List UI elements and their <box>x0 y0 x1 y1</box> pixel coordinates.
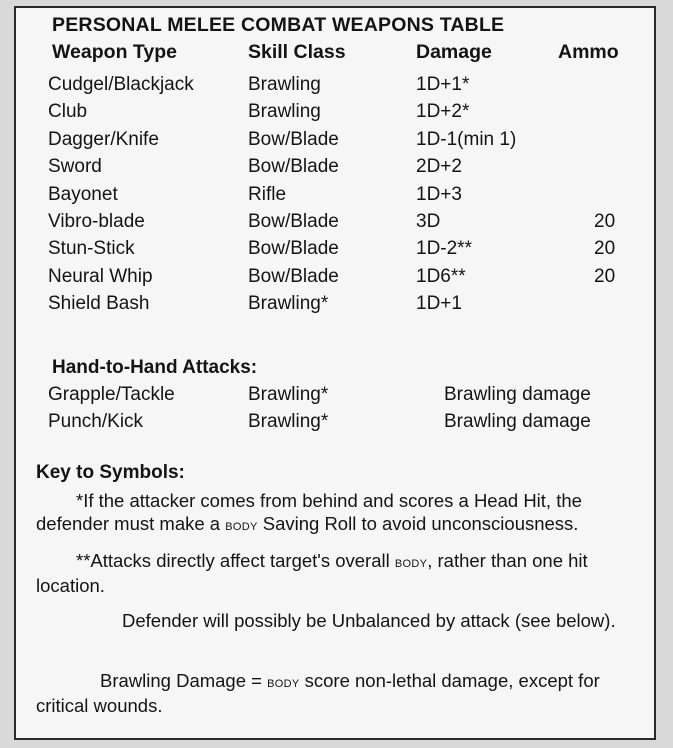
skill-class-cell: Brawling* <box>248 293 329 315</box>
weapon-type-cell: Club <box>48 101 88 123</box>
skill-class-cell: Brawling <box>248 74 321 95</box>
skill-class-cell: Bow/Blade <box>248 211 339 232</box>
weapon-type-cell: Cudgel/Blackjack <box>48 74 194 95</box>
col-header-weapon-type: Weapon Type <box>52 41 177 63</box>
skill-class-cell: Bow/Blade <box>248 128 339 150</box>
key-heading: Key to Symbols: <box>36 462 185 483</box>
damage-cell: 2D+2 <box>416 156 462 178</box>
weapon-type-cell: Bayonet <box>48 183 118 205</box>
damage-cell: 1D+3 <box>416 183 462 205</box>
damage-cell: 1D+2* <box>416 101 470 123</box>
weapon-type-cell: Neural Whip <box>48 265 153 287</box>
key-note-1: *If the attacker comes from behind and scores a Head Hit, the defender must make a body Saving Roll to avoid unconsciousness. <box>36 490 582 534</box>
weapon-type-cell: Stun-Stick <box>48 238 135 260</box>
damage-cell: 3D <box>416 211 441 232</box>
hand-attack-damage-cell: Brawling damage <box>444 411 591 432</box>
skill-class-cell: Brawling <box>248 101 321 123</box>
damage-cell: 1D+1 <box>416 293 462 315</box>
hand-attack-skill-cell: Brawling* <box>248 411 329 432</box>
skill-class-cell: Bow/Blade <box>248 265 339 287</box>
col-header-ammo: Ammo <box>558 41 619 63</box>
skill-class-cell: Bow/Blade <box>248 156 339 178</box>
key-note-4: Brawling Damage = body score non-lethal damage, except for critical wounds. <box>36 670 600 716</box>
hand-to-hand-heading: Hand-to-Hand Attacks: <box>52 357 258 378</box>
table-title: PERSONAL MELEE COMBAT WEAPONS TABLE <box>52 14 505 36</box>
hand-attack-type-cell: Punch/Kick <box>48 411 144 432</box>
skill-class-cell: Rifle <box>248 183 287 205</box>
weapon-type-cell: Shield Bash <box>48 293 150 315</box>
col-header-skill-class: Skill Class <box>248 41 346 63</box>
damage-cell: 1D-1(min 1) <box>416 128 517 150</box>
weapon-type-cell: Sword <box>48 156 102 178</box>
key-note-3: Defender will possibly be Unbalanced by attack (see below). <box>122 610 616 631</box>
weapons-table-box <box>14 6 656 740</box>
hand-attack-type-cell: Grapple/Tackle <box>48 384 175 405</box>
skill-class-cell: Bow/Blade <box>248 238 339 260</box>
hand-attack-skill-cell: Brawling* <box>248 384 329 405</box>
hand-attack-damage-cell: Brawling damage <box>444 384 591 405</box>
damage-cell: 1D+1* <box>416 74 470 95</box>
weapon-type-cell: Dagger/Knife <box>48 128 159 150</box>
weapon-type-cell: Vibro-blade <box>48 211 145 232</box>
damage-cell: 1D6** <box>416 265 466 287</box>
damage-cell: 1D-2** <box>416 238 472 260</box>
ammo-cell: 20 <box>594 265 616 287</box>
col-header-damage: Damage <box>416 41 492 63</box>
key-note-2: **Attacks directly affect target's overall body, rather than one hit location. <box>36 550 588 596</box>
ammo-cell: 20 <box>594 238 616 260</box>
ammo-cell: 20 <box>594 211 616 232</box>
